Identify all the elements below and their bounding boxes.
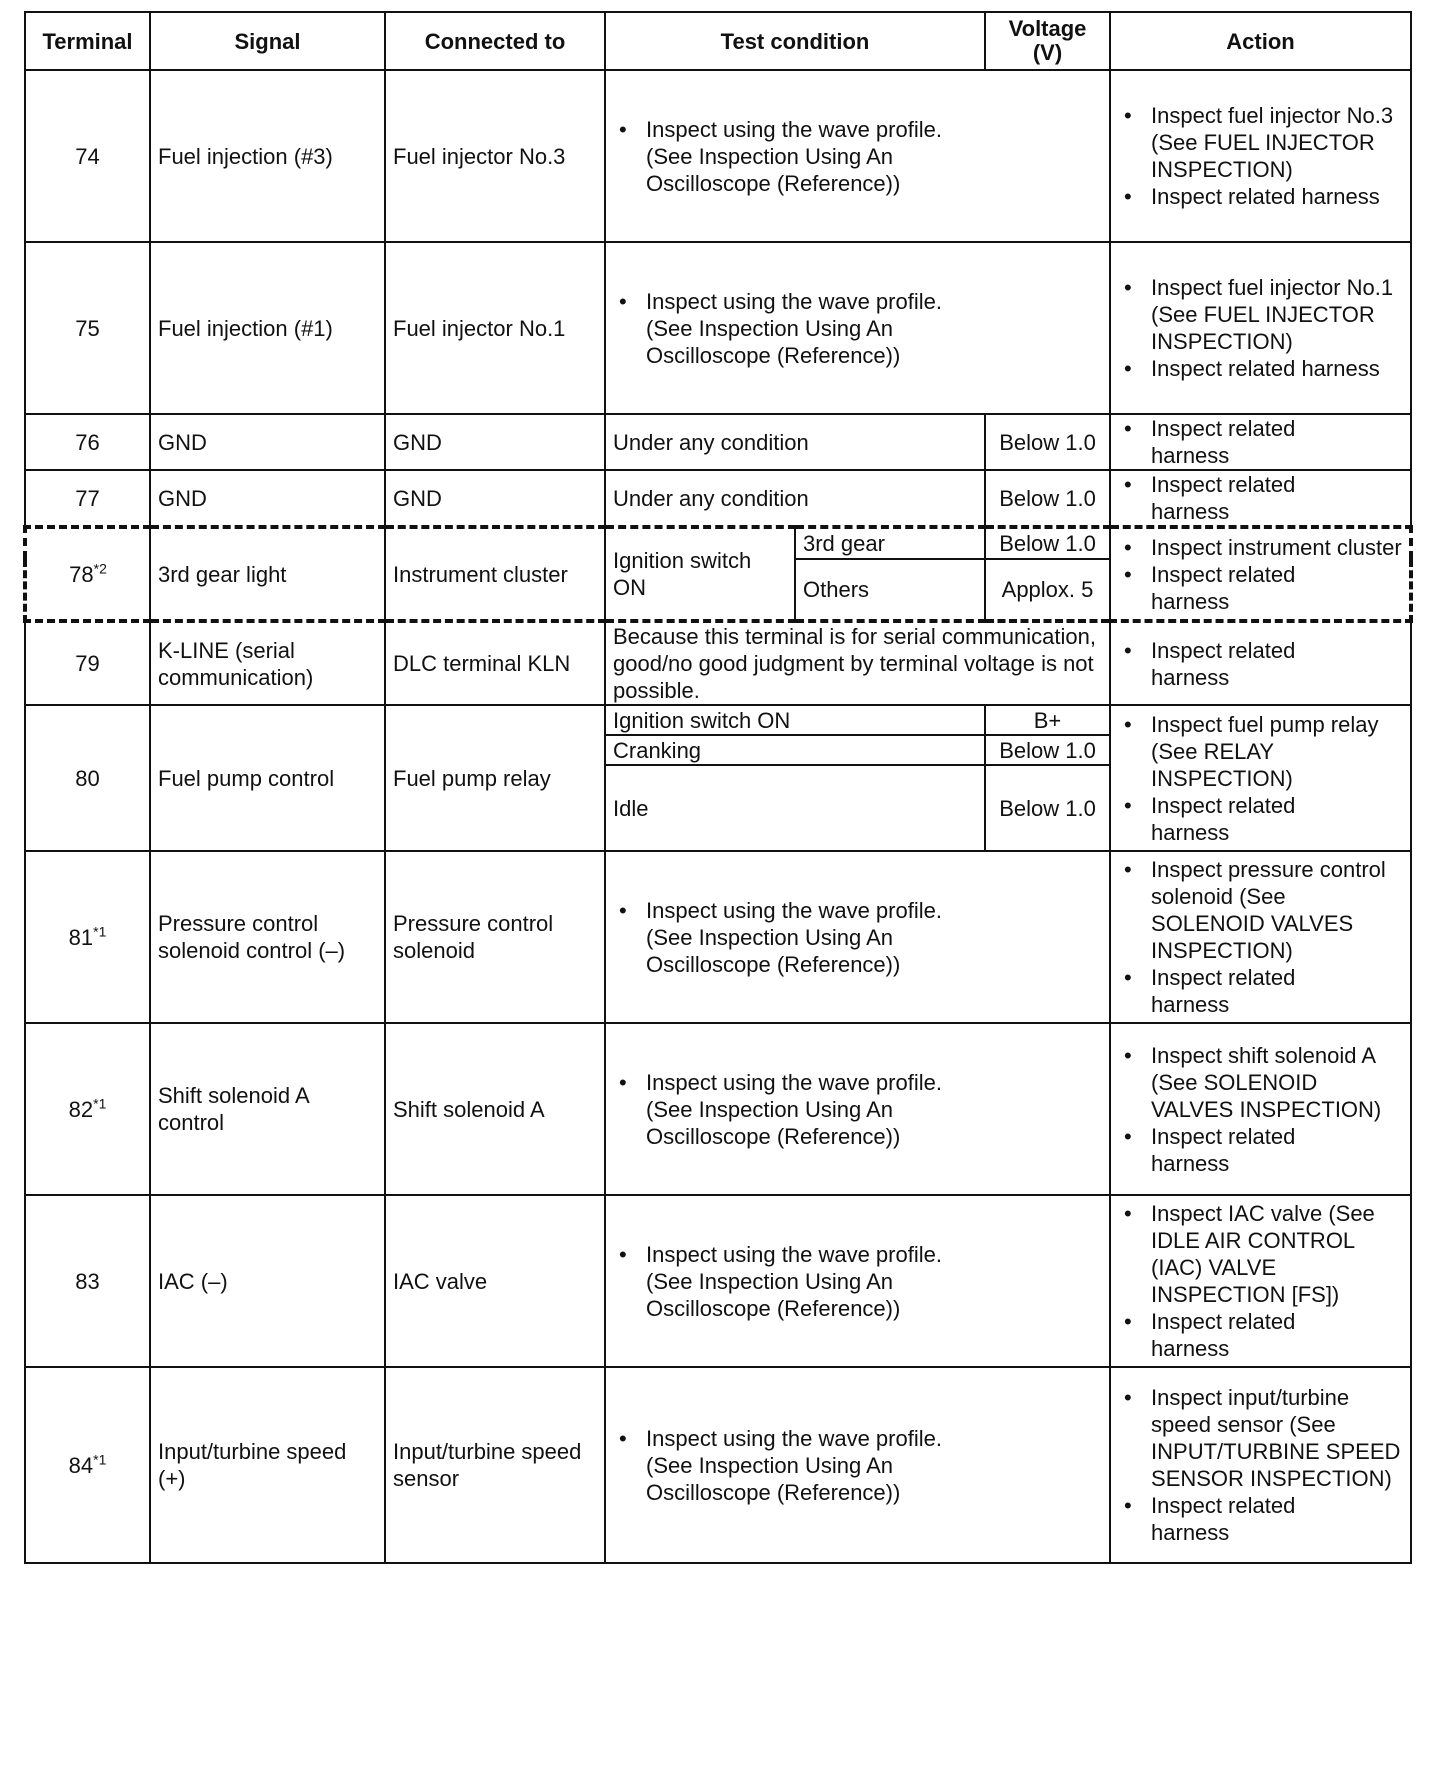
signal-cell: Fuel injection (#1)	[150, 242, 385, 414]
connected-cell: Shift solenoid A	[385, 1023, 605, 1195]
sub-condition-cell: 3rd gear	[795, 527, 985, 559]
bullet-item: • Inspect using the wave profile. (See Inspection Using An Oscilloscope (Reference))	[613, 1241, 946, 1322]
action-item: • Inspect related harness	[1118, 561, 1301, 615]
test-condition-cell: Under any condition	[605, 470, 985, 527]
terminal-cell: 83	[25, 1195, 150, 1367]
test-condition-cell: Under any condition	[605, 414, 985, 470]
terminal-cell: 74	[25, 70, 150, 242]
footnote-marker: *1	[93, 1095, 107, 1112]
connected-cell: Pressure control solenoid	[385, 851, 605, 1023]
signal-cell: GND	[150, 414, 385, 470]
action-item: • Inspect related harness	[1118, 355, 1403, 382]
test-condition-cell	[605, 242, 1110, 414]
terminal-cell: 82$^{*1}$	[25, 1023, 150, 1195]
terminal-cell: 79	[25, 621, 150, 705]
action-item: • Inspect pressure control solenoid (See SOLENOID VALVES INSPECTION)	[1118, 856, 1403, 964]
action-cell	[1110, 1367, 1411, 1563]
bullet-item: • Inspect using the wave profile. (See Inspection Using An Oscilloscope (Reference))	[613, 1425, 946, 1506]
terminal-cell: 81$^{*1}$	[25, 851, 150, 1023]
action-item: • Inspect shift solenoid A (See SOLENOID VALVES INSPECTION)	[1118, 1042, 1403, 1123]
header-connected-to: Connected to	[385, 12, 605, 70]
voltage-cell: Below 1.0	[985, 414, 1110, 470]
action-cell	[1110, 70, 1411, 242]
table-row-83	[25, 1195, 1411, 1367]
footnote-marker: *1	[93, 923, 107, 940]
connected-cell: Fuel injector No.3	[385, 70, 605, 242]
test-condition-cell: Because this terminal is for serial communication, good/no good judgment by terminal voltage is not possible.	[605, 621, 1110, 705]
table-row-76	[25, 414, 1411, 470]
table-row-84	[25, 1367, 1411, 1563]
voltage-cell: Below 1.0	[985, 470, 1110, 527]
action-item: • Inspect related harness	[1118, 792, 1301, 846]
signal-cell: GND	[150, 470, 385, 527]
test-condition-cell	[605, 70, 1110, 242]
table-row-77	[25, 470, 1411, 527]
test-condition-cell	[605, 1367, 1110, 1563]
action-cell	[1110, 851, 1411, 1023]
action-item: • Inspect fuel pump relay (See RELAY INSPECTION)	[1118, 711, 1403, 792]
test-condition-cell	[605, 1023, 1110, 1195]
connected-cell: Fuel pump relay	[385, 705, 605, 851]
action-cell	[1110, 705, 1411, 851]
action-item: • Inspect related harness	[1118, 1492, 1301, 1546]
action-cell	[1110, 621, 1411, 705]
voltage-cell: Below 1.0	[985, 765, 1110, 851]
action-cell	[1110, 1195, 1411, 1367]
signal-cell: Shift solenoid A control	[150, 1023, 385, 1195]
action-item: • Inspect fuel injector No.3 (See FUEL INJECTOR INSPECTION)	[1118, 102, 1403, 183]
action-cell	[1110, 527, 1411, 621]
terminal-voltage-table	[23, 11, 1413, 1564]
footnote-marker: *1	[93, 1451, 107, 1468]
action-cell	[1110, 470, 1411, 527]
sub-condition-cell: Others	[795, 559, 985, 621]
terminal-cell: 84$^{*1}$	[25, 1367, 150, 1563]
connected-cell: GND	[385, 470, 605, 527]
action-item: • Inspect related harness	[1118, 183, 1403, 210]
table-row-79	[25, 621, 1411, 705]
table-row-82	[25, 1023, 1411, 1195]
voltage-cell: Below 1.0	[985, 527, 1110, 559]
table-row-75	[25, 242, 1411, 414]
action-item: • Inspect fuel injector No.1 (See FUEL INJECTOR INSPECTION)	[1118, 274, 1403, 355]
action-item: • Inspect related harness	[1118, 415, 1301, 469]
signal-cell: IAC (–)	[150, 1195, 385, 1367]
test-condition-main-cell: Ignition switch ON	[605, 527, 795, 621]
test-condition-cell	[605, 1195, 1110, 1367]
terminal-cell: 80	[25, 705, 150, 851]
connected-cell: DLC terminal KLN	[385, 621, 605, 705]
action-item: • Inspect input/turbine speed sensor (See INPUT/TURBINE SPEED SENSOR INSPECTION)	[1118, 1384, 1403, 1492]
signal-cell: 3rd gear light	[150, 527, 385, 621]
connected-cell: GND	[385, 414, 605, 470]
connected-cell: Input/turbine speed sensor	[385, 1367, 605, 1563]
voltage-cell: Below 1.0	[985, 735, 1110, 765]
table-row-81	[25, 851, 1411, 1023]
voltage-cell: B+	[985, 705, 1110, 735]
terminal-cell: 76	[25, 414, 150, 470]
terminal-cell: 77	[25, 470, 150, 527]
action-item: • Inspect instrument cluster	[1118, 534, 1402, 561]
header-row	[25, 12, 1411, 70]
action-item: • Inspect related harness	[1118, 1123, 1301, 1177]
connected-cell: Fuel injector No.1	[385, 242, 605, 414]
action-cell	[1110, 1023, 1411, 1195]
signal-cell: K-LINE (serial communication)	[150, 621, 385, 705]
connected-cell: Instrument cluster	[385, 527, 605, 621]
bullet-item: • Inspect using the wave profile. (See Inspection Using An Oscilloscope (Reference))	[613, 897, 946, 978]
table-row-80	[25, 705, 1411, 735]
action-item: • Inspect related harness	[1118, 1308, 1301, 1362]
connected-cell: IAC valve	[385, 1195, 605, 1367]
signal-cell: Fuel pump control	[150, 705, 385, 851]
header-signal: Signal	[150, 12, 385, 70]
action-item: • Inspect IAC valve (See IDLE AIR CONTROL (IAC) VALVE INSPECTION [FS])	[1118, 1200, 1403, 1308]
signal-cell: Pressure control solenoid control (–)	[150, 851, 385, 1023]
bullet-item: • Inspect using the wave profile. (See Inspection Using An Oscilloscope (Reference))	[613, 1069, 946, 1150]
table-row-74	[25, 70, 1411, 242]
header-action: Action	[1110, 12, 1411, 70]
table-row-78	[25, 527, 1411, 559]
voltage-cell: Applox. 5	[985, 559, 1110, 621]
header-terminal: Terminal	[25, 12, 150, 70]
bullet-item: • Inspect using the wave profile. (See Inspection Using An Oscilloscope (Reference))	[613, 288, 946, 369]
signal-cell: Fuel injection (#3)	[150, 70, 385, 242]
test-condition-cell: Ignition switch ON	[605, 705, 985, 735]
action-cell	[1110, 242, 1411, 414]
header-voltage: Voltage (V)	[985, 12, 1110, 70]
action-item: • Inspect related harness	[1118, 471, 1301, 525]
signal-cell: Input/turbine speed (+)	[150, 1367, 385, 1563]
bullet-item: • Inspect using the wave profile. (See Inspection Using An Oscilloscope (Reference))	[613, 116, 946, 197]
test-condition-cell	[605, 851, 1110, 1023]
footnote-marker: *2	[93, 560, 107, 577]
terminal-cell: 78$^{*2}$	[25, 527, 150, 621]
terminal-cell: 75	[25, 242, 150, 414]
action-item: • Inspect related harness	[1118, 964, 1301, 1018]
test-condition-cell: Idle	[605, 765, 985, 851]
action-item: • Inspect related harness	[1118, 637, 1301, 691]
action-cell	[1110, 414, 1411, 470]
header-test-condition: Test condition	[605, 12, 985, 70]
test-condition-cell: Cranking	[605, 735, 985, 765]
